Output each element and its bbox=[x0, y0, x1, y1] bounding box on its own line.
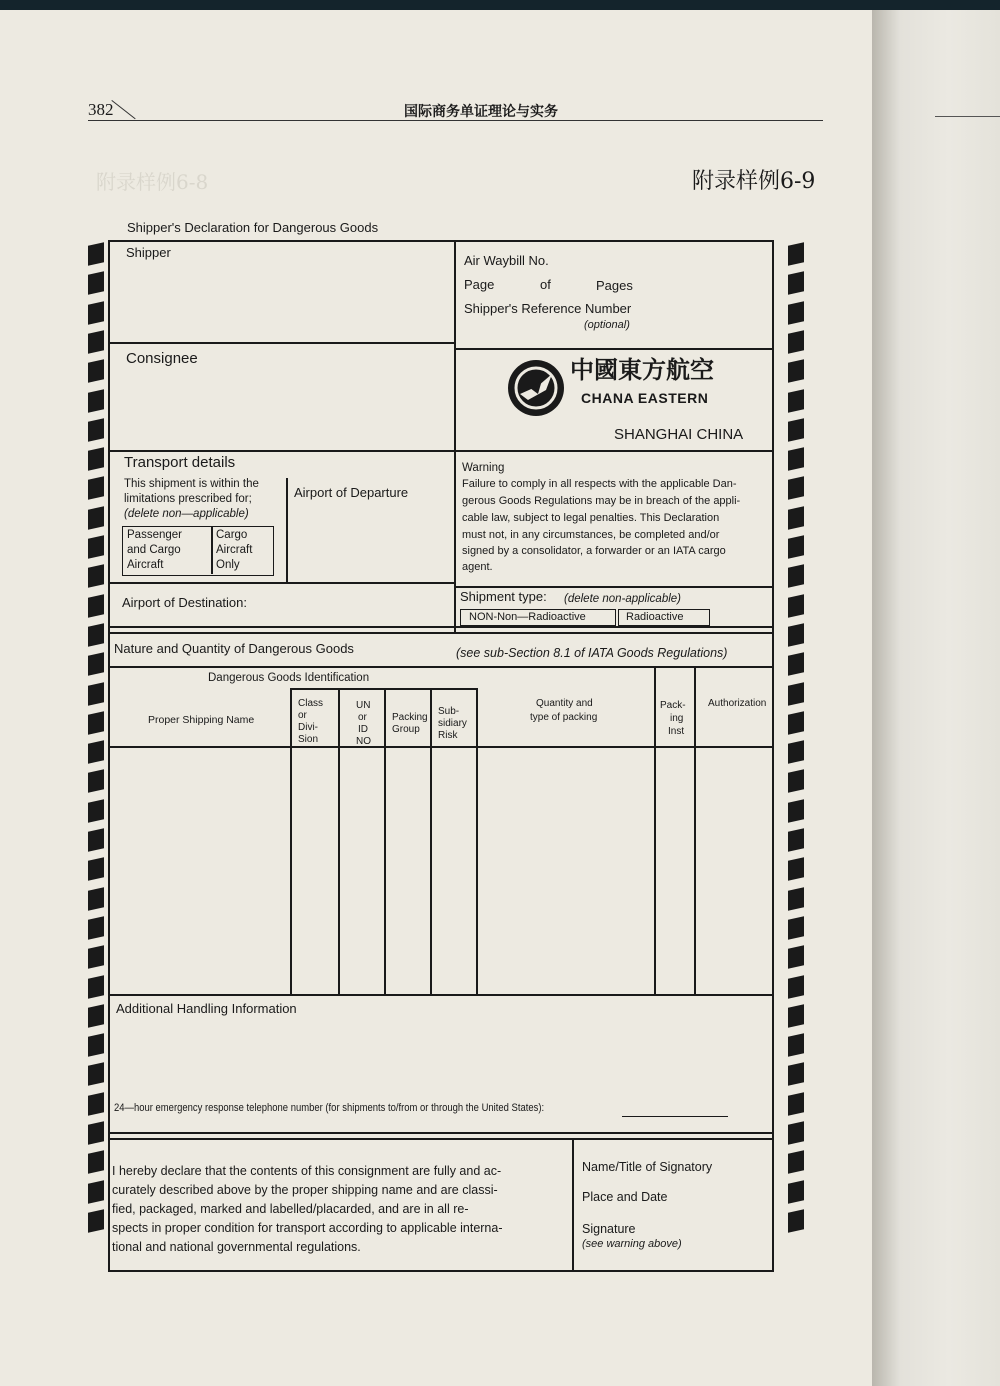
page-label: Page bbox=[464, 277, 495, 292]
warning-line-4: must not, in any circumstances, be completed and/or bbox=[462, 529, 720, 541]
hazard-stripe-segment bbox=[88, 1033, 104, 1056]
warning-line-6: agent. bbox=[462, 561, 493, 573]
declaration-line-3: fied, packaged, marked and labelled/placarded, and are in all re- bbox=[112, 1202, 469, 1216]
declaration-line-1: I hereby declare that the contents of this consignment are fully and ac- bbox=[112, 1164, 502, 1178]
transport-text-1: This shipment is within the bbox=[124, 478, 259, 490]
hazard-stripe-segment bbox=[788, 1121, 804, 1144]
hazard-stripe-segment bbox=[788, 242, 804, 265]
hazard-stripe-segment bbox=[788, 330, 804, 353]
airport-of-destination-label: Airport of Destination: bbox=[122, 595, 248, 610]
nature-quantity-label: Nature and Quantity of Dangerous Goods bbox=[114, 641, 354, 656]
hazard-stripe-segment bbox=[88, 858, 104, 881]
emergency-phone-field[interactable] bbox=[622, 1116, 728, 1117]
col-packing-group-1: Packing bbox=[392, 712, 428, 723]
non-radioactive-box bbox=[460, 609, 616, 626]
hazard-stripe-segment bbox=[788, 916, 804, 939]
hazard-stripe-segment bbox=[88, 740, 104, 763]
hazard-stripe-segment bbox=[88, 359, 104, 382]
iata-reference: (see sub-Section 8.1 of IATA Goods Regulations) bbox=[456, 646, 728, 660]
col-packing-inst-2: ing bbox=[670, 713, 684, 724]
declaration-line-4: spects in proper condition for transport according to applicable interna- bbox=[112, 1221, 503, 1235]
hazard-stripe-segment bbox=[88, 506, 104, 529]
airline-name-en: CHANA EASTERN bbox=[581, 390, 709, 406]
hazard-stripe-segment bbox=[88, 975, 104, 998]
col-subsidiary-3: Risk bbox=[438, 730, 458, 741]
hazard-stripe-segment bbox=[88, 945, 104, 968]
hazard-stripe-segment bbox=[788, 301, 804, 324]
hazard-stripe-segment bbox=[88, 272, 104, 295]
hazard-stripe-segment bbox=[88, 1063, 104, 1086]
signature-label[interactable]: Signature bbox=[582, 1222, 636, 1236]
hazard-stripe-segment bbox=[788, 652, 804, 675]
col-subsidiary-1: Sub- bbox=[438, 706, 460, 717]
hazard-stripe-segment bbox=[88, 477, 104, 500]
emergency-phone-label: 24—hour emergency response telephone number (for shipments to/from or through the United States): bbox=[114, 1102, 545, 1114]
col-proper-shipping-name: Proper Shipping Name bbox=[148, 714, 255, 726]
hazard-stripe-segment bbox=[788, 887, 804, 910]
hazard-stripe-segment bbox=[788, 1092, 804, 1115]
warning-line-2: gerous Goods Regulations may be in breach of the appli- bbox=[462, 495, 741, 507]
hazard-stripe-segment bbox=[788, 682, 804, 705]
air-waybill-label: Air Waybill No. bbox=[464, 253, 549, 268]
hazard-stripe-segment bbox=[788, 1180, 804, 1203]
hazard-stripe-segment bbox=[788, 272, 804, 295]
shipper-label: Shipper bbox=[126, 245, 171, 260]
col-quantity-1: Quantity and bbox=[536, 698, 593, 709]
bleed-through-label: 附录样例6-8 bbox=[96, 170, 209, 194]
hazard-stripe-segment bbox=[88, 535, 104, 558]
hazard-stripe-segment bbox=[88, 418, 104, 441]
airline-name-cn: 中國東方航空 bbox=[570, 355, 714, 384]
hazard-stripe-segment bbox=[88, 1151, 104, 1174]
hazard-stripe-segment bbox=[88, 711, 104, 734]
page-number: 382 bbox=[88, 100, 114, 119]
hazard-stripe-segment bbox=[788, 828, 804, 851]
hazard-stripe-segment bbox=[88, 770, 104, 793]
shipment-type-label: Shipment type: bbox=[460, 589, 547, 604]
col-class-3: Divi- bbox=[298, 722, 318, 733]
airport-of-departure-label: Airport of Departure bbox=[294, 485, 409, 500]
hazard-stripe-segment bbox=[788, 623, 804, 646]
passenger-aircraft-label-3: Aircraft bbox=[127, 559, 164, 571]
col-class-2: or bbox=[298, 710, 307, 721]
aircraft-type-box bbox=[122, 526, 274, 576]
hazard-stripe-segment bbox=[88, 887, 104, 910]
col-authorization: Authorization bbox=[708, 698, 767, 709]
col-packing-group-2: Group bbox=[392, 724, 420, 735]
hazard-stripe-segment bbox=[88, 242, 104, 265]
hazard-stripe-segment bbox=[788, 1063, 804, 1086]
col-un-4: NO bbox=[356, 736, 371, 747]
col-quantity-2: type of packing bbox=[530, 712, 598, 723]
shipment-type-note: (delete non-applicable) bbox=[564, 593, 681, 605]
optional-note: (optional) bbox=[584, 319, 630, 331]
hazard-stripe-segment bbox=[88, 682, 104, 705]
hazard-stripe-segment bbox=[88, 389, 104, 412]
declaration-line-5: tional and national governmental regulations. bbox=[112, 1240, 361, 1254]
col-class-4: Sion bbox=[298, 734, 319, 745]
hazard-stripe-segment bbox=[788, 447, 804, 470]
hazard-stripe-segment bbox=[88, 594, 104, 617]
hazard-stripe-segment bbox=[788, 565, 804, 588]
consignee-label: Consignee bbox=[126, 350, 198, 367]
hazard-stripe-segment bbox=[788, 740, 804, 763]
cargo-aircraft-label-1: Cargo bbox=[216, 529, 248, 541]
warning-line-3: cable law, subject to legal penalties. This Declaration bbox=[462, 512, 720, 524]
warning-line-1: Failure to comply in all respects with the applicable Dan- bbox=[462, 478, 737, 490]
dg-identification-label: Dangerous Goods Identification bbox=[208, 672, 370, 684]
hazard-stripe-segment bbox=[788, 506, 804, 529]
declaration-line-2: curately described above by the proper shipping name and are classi- bbox=[112, 1183, 498, 1197]
hazard-stripe-segment bbox=[788, 1209, 804, 1232]
col-subsidiary-2: sidiary bbox=[438, 718, 467, 729]
hazard-stripe-segment bbox=[788, 711, 804, 734]
col-class-1: Class bbox=[298, 698, 324, 709]
hazard-stripe-segment bbox=[88, 916, 104, 939]
appendix-label: 附录样例6-9 bbox=[692, 169, 816, 194]
hazard-stripe-segment bbox=[88, 1180, 104, 1203]
hazard-stripe-segment bbox=[788, 945, 804, 968]
hazard-stripe-segment bbox=[788, 1004, 804, 1027]
col-un-3: ID bbox=[358, 724, 368, 735]
hazard-stripe-segment bbox=[88, 330, 104, 353]
hazard-stripe-segment bbox=[88, 1209, 104, 1232]
hazard-stripe-segment bbox=[788, 858, 804, 881]
hazard-stripe-segment bbox=[788, 359, 804, 382]
col-packing-inst-1: Pack- bbox=[660, 700, 686, 711]
hazard-stripe-segment bbox=[88, 799, 104, 822]
airline-city: SHANGHAI CHINA bbox=[614, 426, 744, 443]
hazard-stripe-segment bbox=[88, 301, 104, 324]
name-title-label[interactable]: Name/Title of Signatory bbox=[582, 1160, 713, 1174]
facing-page-edge bbox=[872, 10, 1000, 1386]
warning-title: Warning bbox=[462, 462, 505, 474]
additional-handling-label: Additional Handling Information bbox=[116, 1001, 297, 1016]
hazard-stripe-segment bbox=[788, 389, 804, 412]
cargo-aircraft-label-2: Aircraft bbox=[216, 544, 253, 556]
hazard-stripe-segment bbox=[88, 1121, 104, 1144]
pages-label: Pages bbox=[596, 278, 633, 293]
hazard-stripe-segment bbox=[788, 799, 804, 822]
hazard-stripe-segment bbox=[788, 770, 804, 793]
cargo-aircraft-label-3: Only bbox=[216, 559, 240, 571]
hazard-stripe-segment bbox=[88, 828, 104, 851]
hazard-stripe-segment bbox=[788, 1151, 804, 1174]
hazard-stripe-segment bbox=[88, 565, 104, 588]
warning-line-5: signed by a consolidator, a forwarder or an IATA cargo bbox=[462, 545, 726, 557]
book-title: 国际商务单证理论与实务 bbox=[404, 104, 558, 120]
of-label: of bbox=[540, 277, 551, 292]
hazard-stripe-segment bbox=[88, 1004, 104, 1027]
hazard-stripe-segment bbox=[788, 975, 804, 998]
hazard-stripe-segment bbox=[88, 652, 104, 675]
facing-page-rule bbox=[935, 116, 1000, 117]
place-date-label[interactable]: Place and Date bbox=[582, 1190, 668, 1204]
transport-text-3: (delete non—applicable) bbox=[124, 508, 249, 520]
scan-top-edge bbox=[0, 0, 1000, 10]
see-warning-note: (see warning above) bbox=[582, 1238, 682, 1250]
hazard-stripe-segment bbox=[88, 623, 104, 646]
non-radioactive-label: NON-Non—Radioactive bbox=[469, 611, 586, 623]
hazard-stripe-segment bbox=[788, 477, 804, 500]
col-un-1: UN bbox=[356, 700, 371, 711]
hazard-stripe-segment bbox=[788, 594, 804, 617]
radioactive-label: Radioactive bbox=[626, 611, 684, 623]
col-un-2: or bbox=[358, 712, 367, 723]
dangerous-goods-declaration-form bbox=[108, 240, 774, 1272]
form-title: Shipper's Declaration for Dangerous Goods bbox=[127, 220, 379, 235]
passenger-aircraft-label-1: Passenger bbox=[127, 529, 182, 541]
hazard-stripe-segment bbox=[88, 447, 104, 470]
hazard-stripe-segment bbox=[788, 1033, 804, 1056]
hazard-stripe-segment bbox=[788, 418, 804, 441]
col-packing-inst-3: Inst bbox=[668, 726, 685, 737]
transport-details-label: Transport details bbox=[124, 454, 236, 471]
passenger-aircraft-label-2: and Cargo bbox=[127, 544, 181, 556]
airline-logo-icon bbox=[508, 360, 564, 416]
hazard-stripe-segment bbox=[788, 535, 804, 558]
radioactive-box bbox=[618, 609, 710, 626]
hazard-stripe-segment bbox=[88, 1092, 104, 1115]
reference-number-label: Shipper's Reference Number bbox=[464, 301, 632, 316]
transport-text-2: limitations prescribed for; bbox=[124, 493, 252, 505]
